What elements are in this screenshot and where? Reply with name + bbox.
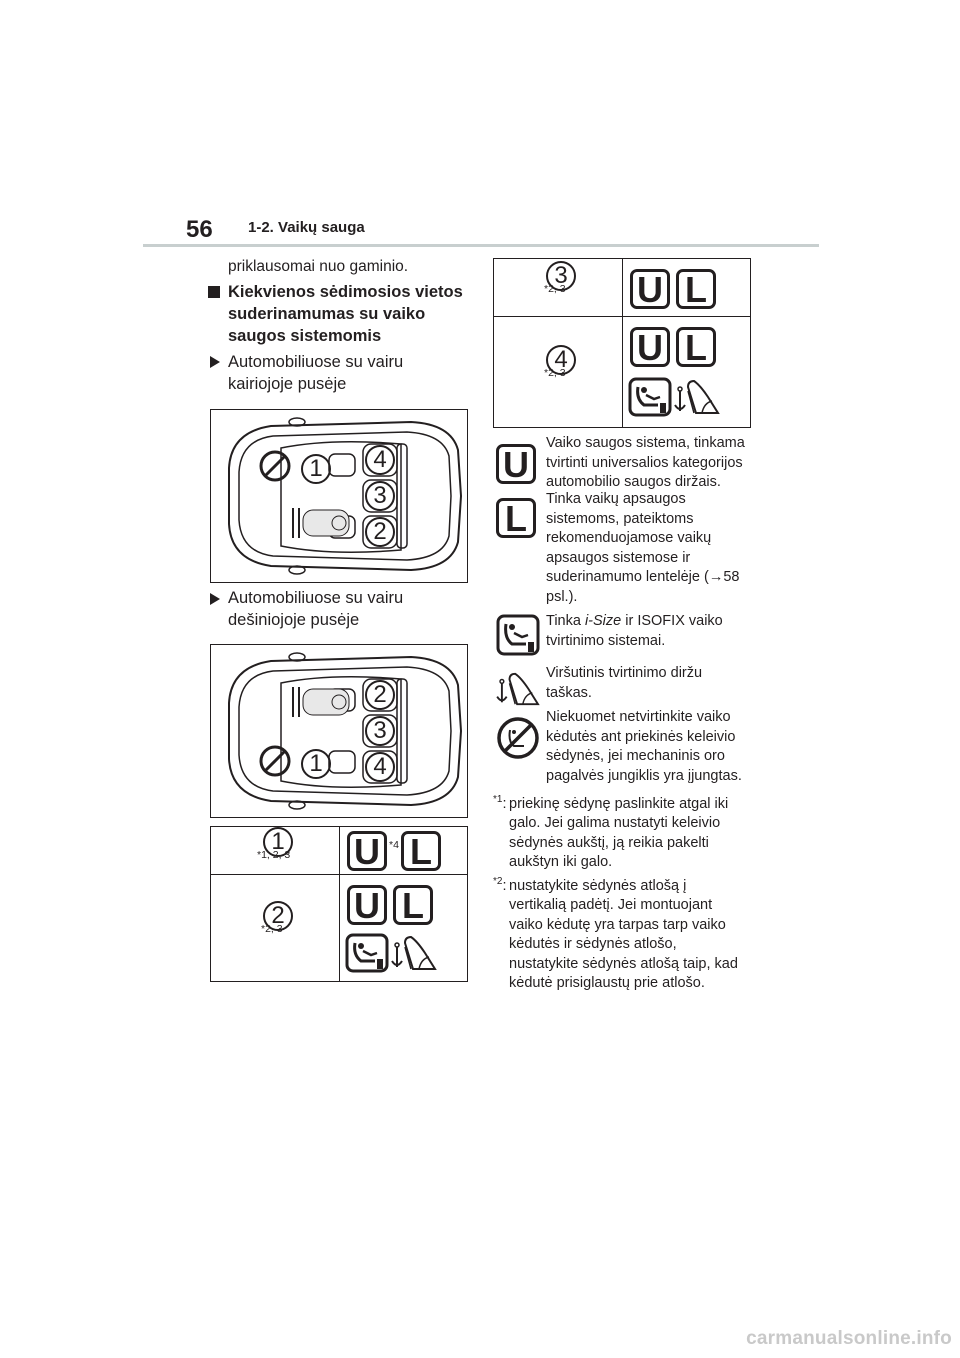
car-top-view-icon <box>211 410 467 582</box>
seat-notes: *2, 3 <box>544 283 566 295</box>
seat-1-marker: 1 <box>301 454 331 484</box>
intro-text: priklausomai nuo gaminio. <box>228 258 409 275</box>
car-diagram-right-hand-drive <box>210 644 468 818</box>
isofix-icon <box>628 377 672 417</box>
subheading-arrow-icon <box>210 356 220 368</box>
page-number: 56 <box>186 216 213 243</box>
seat-notes: *2, 3 <box>261 923 283 935</box>
subheading-arrow-icon <box>210 593 220 605</box>
letter-l-badge: L <box>676 269 716 309</box>
seat-compatibility-table-left <box>210 826 468 982</box>
seat-2-marker: 2 <box>365 680 395 710</box>
subheading-2-line-2: dešiniojoje pusėje <box>228 611 360 629</box>
heading-line-2: suderinamumas su vaiko <box>228 305 426 323</box>
header-rule <box>143 244 819 247</box>
page-ref-link[interactable]: 58 <box>723 569 740 585</box>
seat-3-marker: 3 <box>365 481 395 511</box>
legend-prohibited-icon <box>496 716 540 760</box>
footnote-1: $^{*1}$: priekinę sėdynę paslinkite atgal iki galo. Jei galima nustatyti keleivio sėdynės aukštį, ją reikia pakelti aukštyn iki galo. <box>493 794 729 871</box>
legend-u-text: Vaiko saugos sistema, tinkama tvirtinti universalios kategorijos automobilio saugos diržais. <box>546 435 745 490</box>
seat-2-marker: 2 <box>365 517 395 547</box>
letter-u-badge: U <box>630 327 670 367</box>
seat-compatibility-table-right <box>493 258 751 428</box>
footnote-2: $^{*2}$: nustatykite sėdynės atlošą į vertikalią padėtį. Jei montuojant vaiko kėdutę yra tarpas tarp vaiko kėdutės ir sėdynės atlošo, nustatykite sėdynės atlošą taip, kad kėdutė prisiglaustų prie atlošo. <box>493 876 738 992</box>
table-divider <box>339 827 340 981</box>
legend-l-text: Tinka vaikų apsaugos sistemoms, pateiktoms rekomenduojamose vaikų apsaugos sistemose ir suderinamumo lentelėje (→58 psl.). <box>546 491 740 605</box>
car-diagram-left-hand-drive <box>210 409 468 583</box>
letter-u-badge: U <box>630 269 670 309</box>
seat-number: 3 <box>546 261 576 291</box>
seat-notes: *2, 3 <box>544 367 566 379</box>
legend-top-tether-icon <box>496 670 542 708</box>
heading-line-1: Kiekvienos sėdimosios vietos <box>228 283 463 301</box>
seat-1-marker: 1 <box>301 749 331 779</box>
letter-u-badge: U <box>347 885 387 925</box>
letter-l-badge: L <box>401 831 441 871</box>
seat-3-marker: 3 <box>365 716 395 746</box>
legend-l-badge: L <box>496 498 536 538</box>
subheading-1-line-2: kairiojoje pusėje <box>228 375 347 393</box>
table-divider <box>622 259 623 427</box>
seat-number: 2 <box>263 901 293 931</box>
section-title: 1-2. Vaikų sauga <box>248 219 365 236</box>
page-ref-arrow-icon: → <box>708 569 724 585</box>
legend-isofix-icon <box>496 614 540 656</box>
letter-l-badge: L <box>393 885 433 925</box>
seat-4-marker: 4 <box>365 752 395 782</box>
legend-isofix-text: Tinka i-Size ir ISOFIX vaiko tvirtinimo sistemai. <box>546 613 723 649</box>
car-top-view-icon <box>211 645 467 817</box>
legend-tether-text: Viršutinis tvirtinimo diržu taškas. <box>546 665 703 701</box>
isofix-icon <box>345 933 389 973</box>
letter-u-badge: U <box>347 831 387 871</box>
heading-bullet-icon <box>208 286 220 298</box>
legend-u-badge: U <box>496 444 536 484</box>
subheading-2-line-1: Automobiliuose su vairu <box>228 589 404 607</box>
seat-number: 4 <box>546 345 576 375</box>
top-tether-anchor-icon <box>391 933 439 973</box>
legend-prohibited-text: Niekuomet netvirtinkite vaiko kėdutės ant priekinės keleivio sėdynės, jei mechaninis oro pagalvės jungiklis yra įjungtas. <box>546 709 742 784</box>
watermark: carmanualsonline.info <box>746 1328 952 1349</box>
heading-line-3: saugos sistemomis <box>228 327 382 345</box>
badge-note: *4 <box>389 839 399 851</box>
seat-4-marker: 4 <box>365 445 395 475</box>
subheading-1-line-1: Automobiliuose su vairu <box>228 353 404 371</box>
letter-l-badge: L <box>676 327 716 367</box>
seat-number: 1 <box>263 827 293 857</box>
seat-notes: *1, 2, 3 <box>257 849 291 861</box>
top-tether-anchor-icon <box>674 377 722 417</box>
